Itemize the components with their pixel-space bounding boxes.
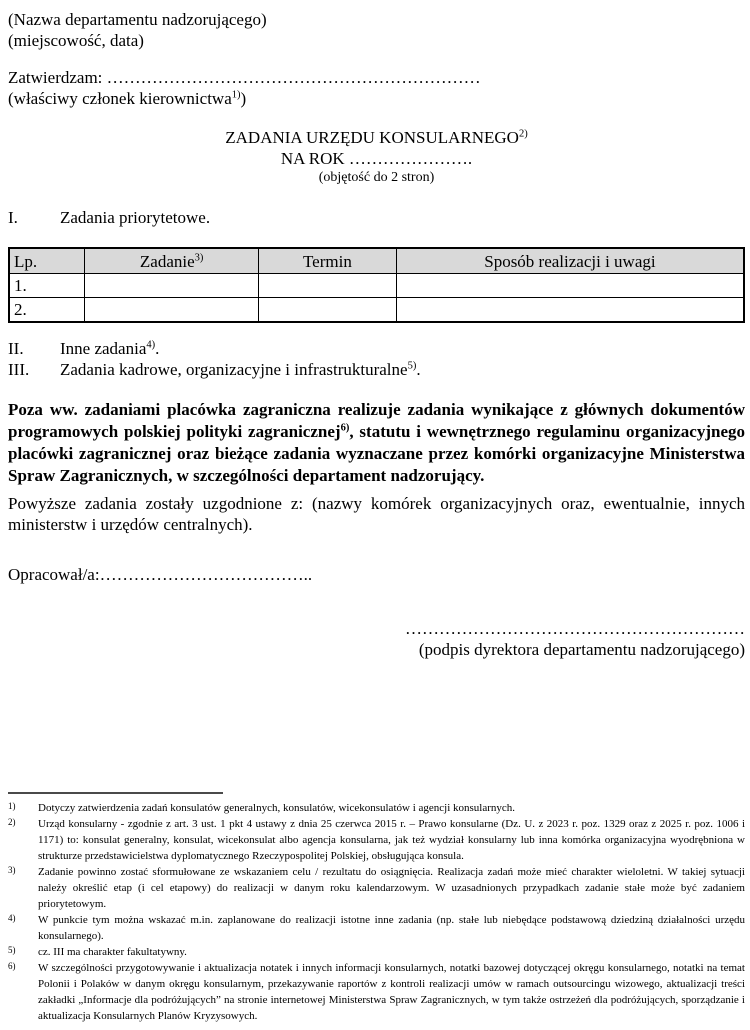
- footnote-text: cz. III ma charakter fakultatywny.: [38, 946, 187, 958]
- standing-tasks-paragraph: Poza ww. zadaniami placówka zagraniczna realizuje zadania wynikające z głównych dokumentów programowych polskiej polityki zagranicznej$^{6)}$, statutu i wewnętrznego regulaminu organizacyjnego placówki zagranicznej oraz bieżące zadania wyznaczane przez komórki organizacyjne Ministerstwa Spraw Zagranicznych, w szczególności departament nadzorujący.: [8, 400, 746, 485]
- footnote-3: [8, 864, 745, 912]
- cell-termin: [258, 274, 396, 298]
- signature-caption: (podpis dyrektora departamentu nadzorującego): [418, 640, 745, 659]
- title-length-note: (objętość do 2 stron): [318, 170, 435, 185]
- prepared-by-line: Opracował/a:………………………………..: [8, 565, 313, 584]
- footnote-5: [8, 944, 745, 960]
- footnote-text: Urząd konsularny - zgodnie z art. 3 ust. 1 pkt 4 ustawy z dnia 25 czerwca 2015 r. – Prawo konsularne (Dz. U. z 2023 r. poz. 1329 oraz z 2025 r. poz. 1006 i 1171) to: konsulat generalny, konsulat, wicekonsulat albo agencja konsularna, jak też wydział konsularny lub inna komórka organizacyjna wyodrębniona w strukturze przedstawicielstwa dyplomatycznego Rzeczypospolitej Polskiej, obsługująca konsula.: [38, 818, 745, 862]
- supervising-department-name: (Nazwa departamentu nadzorującego): [8, 10, 267, 29]
- section-numeral: II.: [8, 339, 24, 358]
- section-label: Inne zadania$^{4)}$.: [60, 339, 160, 358]
- footnote-text: W szczególności przygotowywanie i aktualizacja notatek i innych informacji konsularnych, notatki bazowej dotyczącej okręgu konsularnego, notatki na temat Polonii i Polaków w danym okręgu konsularnym, przekazywanie raportów z kontroli realizacji umów w ramach outsourcingu wizowego, aktualizacji treści zakładki „Informacje dla podróżujących” na stronie internetowej Ministerstwa Spraw Zagranicznych, w tym także ostrzeżeń dla podróżujących, sporządzanie i aktualizacja Konsularnych Planów Kryzysowych.: [38, 962, 745, 1022]
- footnote-text: W punkcie tym można wskazać m.in. zaplanowane do realizacji istotne inne zadania (np. stałe lub niebędące podstawową dziedziną działalności urzędu konsularnego).: [38, 914, 745, 942]
- footnote-ref-2: 2): [518, 128, 528, 140]
- supervising-department-block: [8, 9, 745, 51]
- section-numeral: III.: [8, 360, 30, 379]
- place-and-date: (miejscowość, data): [8, 31, 144, 50]
- approval-caption: (właściwy członek kierownictwa$^{1)}$): [8, 89, 247, 108]
- agreement-paragraph: Powyższe zadania zostały uzgodnione z: (nazwy komórek organizacyjnych oraz, ewentualnie, innych ministerstw i urzędów centralnych).: [8, 494, 745, 534]
- footnote-marker: 3): [8, 865, 16, 875]
- column-header-termin: Termin: [258, 248, 396, 274]
- table-row: [9, 298, 744, 323]
- table-header-row: [9, 248, 744, 274]
- footnote-marker: 4): [8, 913, 16, 923]
- cell-lp: 2.: [9, 298, 85, 323]
- approval-signature-line: Zatwierdzam: …………………………………………………………: [8, 68, 481, 87]
- section-heading-3: [8, 359, 745, 380]
- footnote-marker: 1): [8, 801, 16, 811]
- footnote-text: Zadanie powinno zostać sformułowane ze wskazaniem celu / rezultatu do osiągnięcia. Realizacja zadań może mieć charakter wieloletni. W takiej sytuacji należy określić etap (i cel etapowy) do realizacji w danym roku kalendarzowym. W uzasadnionych przypadkach zadanie stałe może być zadaniem priorytetowym.: [38, 866, 745, 910]
- footnote-ref-6: 6): [340, 422, 350, 434]
- cell-sposob: [396, 274, 744, 298]
- cell-termin: [258, 298, 396, 323]
- footnote-marker: 6): [8, 961, 16, 971]
- table-row: [9, 274, 744, 298]
- page-title: ZADANIA URZĘDU KONSULARNEGO$^{2)}$: [225, 128, 528, 147]
- footnote-marker: 2): [8, 817, 16, 827]
- footnote-ref-3: 3): [194, 251, 204, 263]
- column-header-lp: Lp.: [9, 248, 85, 274]
- column-header-sposob: Sposób realizacji i uwagi: [396, 248, 744, 274]
- footnote-ref-5: 5): [407, 360, 417, 372]
- footnote-text: Dotyczy zatwierdzenia zadań konsulatów generalnych, konsulatów, wicekonsulatów i agencji konsularnych.: [38, 802, 516, 814]
- approval-block: [8, 67, 745, 109]
- footnote-2: [8, 816, 745, 864]
- priority-tasks-table: [8, 247, 745, 323]
- cell-zadanie: [85, 298, 259, 323]
- footnote-1: [8, 800, 745, 816]
- signature-dotted-line: ……………………………………………………: [405, 619, 745, 638]
- document-title-block: [8, 127, 745, 187]
- footnote-6: [8, 960, 745, 1024]
- section-heading-1: [8, 207, 745, 228]
- cell-zadanie: [85, 274, 259, 298]
- section-label: Zadania kadrowe, organizacyjne i infrastrukturalne$^{5)}$.: [60, 360, 421, 379]
- footnotes-section: [8, 792, 745, 1024]
- director-signature-block: [8, 618, 745, 660]
- cell-lp: 1.: [9, 274, 85, 298]
- cell-sposob: [396, 298, 744, 323]
- column-header-zadanie: Zadanie$^{3)}$: [85, 248, 259, 274]
- footnote-marker: 5): [8, 945, 16, 955]
- section-heading-2: [8, 338, 745, 359]
- title-year-line: NA ROK ………………….: [280, 149, 473, 168]
- section-label: Zadania priorytetowe.: [60, 208, 211, 227]
- section-numeral: I.: [8, 208, 18, 227]
- footnote-4: [8, 912, 745, 944]
- footnote-separator: [8, 792, 223, 794]
- footnote-ref-1: 1): [231, 89, 241, 101]
- footnote-ref-4: 4): [146, 339, 156, 351]
